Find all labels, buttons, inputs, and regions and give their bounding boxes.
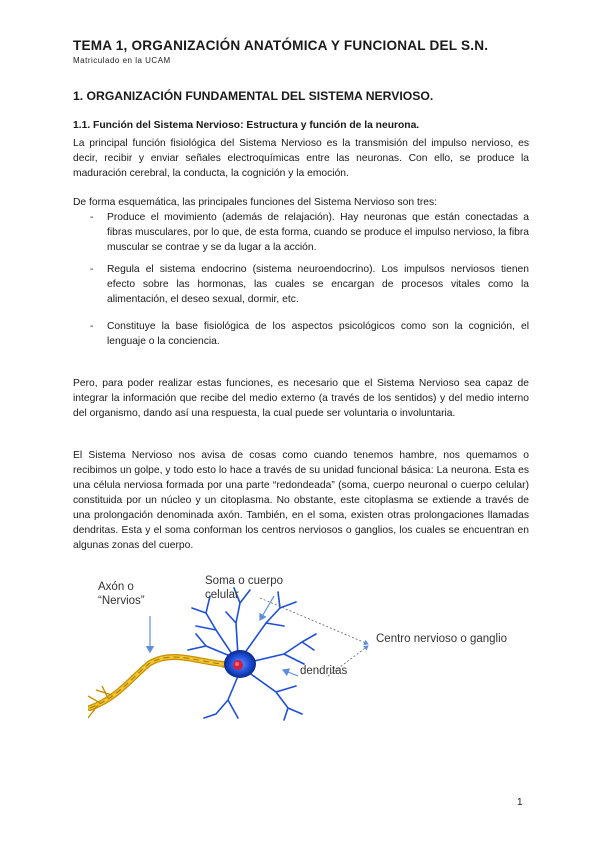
functions-lead-paragraph: De forma esquemática, las principales funciones del Sistema Nervioso son tres: xyxy=(73,197,437,208)
page-number: 1 xyxy=(517,797,523,808)
list-item-text: Constituye la base fisiológica de los aspectos psicológicos como son la cognición, el lenguaje o la conciencia. xyxy=(107,321,529,347)
neuron-figure xyxy=(88,568,548,733)
list-item xyxy=(90,262,529,307)
dendrites xyxy=(188,588,316,720)
bullet-dash: - xyxy=(90,212,94,223)
soma-label xyxy=(205,574,283,602)
list-item xyxy=(90,210,529,255)
center-arrow-top xyxy=(260,598,368,644)
document-title: TEMA 1, ORGANIZACIÓN ANATÓMICA Y FUNCIONAL DEL S.N. xyxy=(73,38,489,53)
bullet-dash: - xyxy=(90,264,94,275)
axon-label xyxy=(98,580,145,608)
subsection-heading: 1.1. Función del Sistema Nervioso: Estructura y función de la neurona. xyxy=(73,120,420,131)
axon-label-line2: “Nervios” xyxy=(98,595,145,607)
list-item xyxy=(90,319,529,349)
neuron-paragraph: El Sistema Nervioso nos avisa de cosas como cuando tenemos hambre, nos quemamos o recibimos un golpe, y todo esto lo hace a través de su unidad funcional básica: La neurona. Esta es una célula nerviosa formada por una parte “redondeada” (soma, cuerpo neuronal o cuerpo celular) constituida por un núcleo y un citoplasma. No obstante, este citoplasma se extiende a través de una prolongación denominada axón. También, en el soma, existen otras prolongaciones llamadas dendritas. Esta y el soma conforman los centros nerviosos o ganglios, los cuales se encuentran en algunas zonas del cuerpo. xyxy=(73,450,529,551)
dendrites-arrow xyxy=(283,670,298,676)
soma-label-line1: Soma o cuerpo xyxy=(205,575,283,587)
list-item-text: Regula el sistema endocrino (sistema neuroendocrino). Los impulsos nerviosos tienen efecto sobre las hormonas, las cuales se encargan de procesos vitales como la alimentación, el deseo sexual, dormir, etc. xyxy=(107,264,529,305)
list-item-text: Produce el movimiento (además de relajación). Hay neuronas que están conectadas a fibras musculares, por lo que, de esta forma, cuando se produce el impulso nervioso, la fibra muscular se contrae y se da lugar a la acción. xyxy=(107,212,529,253)
center-label: Centro nervioso o ganglio xyxy=(376,633,508,645)
dendrites-label: dendritas xyxy=(300,665,348,677)
bullet-dash: - xyxy=(90,321,94,332)
section-heading: 1. ORGANIZACIÓN FUNDAMENTAL DEL SISTEMA NERVIOSO. xyxy=(73,89,434,103)
integration-paragraph: Pero, para poder realizar estas funciones, es necesario que el Sistema Nervioso sea capaz de integrar la información que recibe del medio externo (a través de los sentidos) y del medio interno del organismo, dando así una respuesta, la cual puede ser voluntaria o involuntaria. xyxy=(73,378,529,419)
intro-paragraph: La principal función fisiológica del Sistema Nervioso es la transmisión del impulso nervioso, es decir, recibir y enviar señales electroquímicas entre las neuronas. Con ello, se produce la maduración cerebral, la conducta, la cognición y la emoción. xyxy=(73,138,529,179)
nucleolus xyxy=(235,662,239,666)
axon-label-line1: Axón o xyxy=(98,581,134,593)
soma-label-line2: celular xyxy=(205,589,239,601)
neuron-diagram xyxy=(88,568,548,733)
document-subtitle: Matriculado en la UCAM xyxy=(73,56,171,65)
axon xyxy=(88,657,229,718)
